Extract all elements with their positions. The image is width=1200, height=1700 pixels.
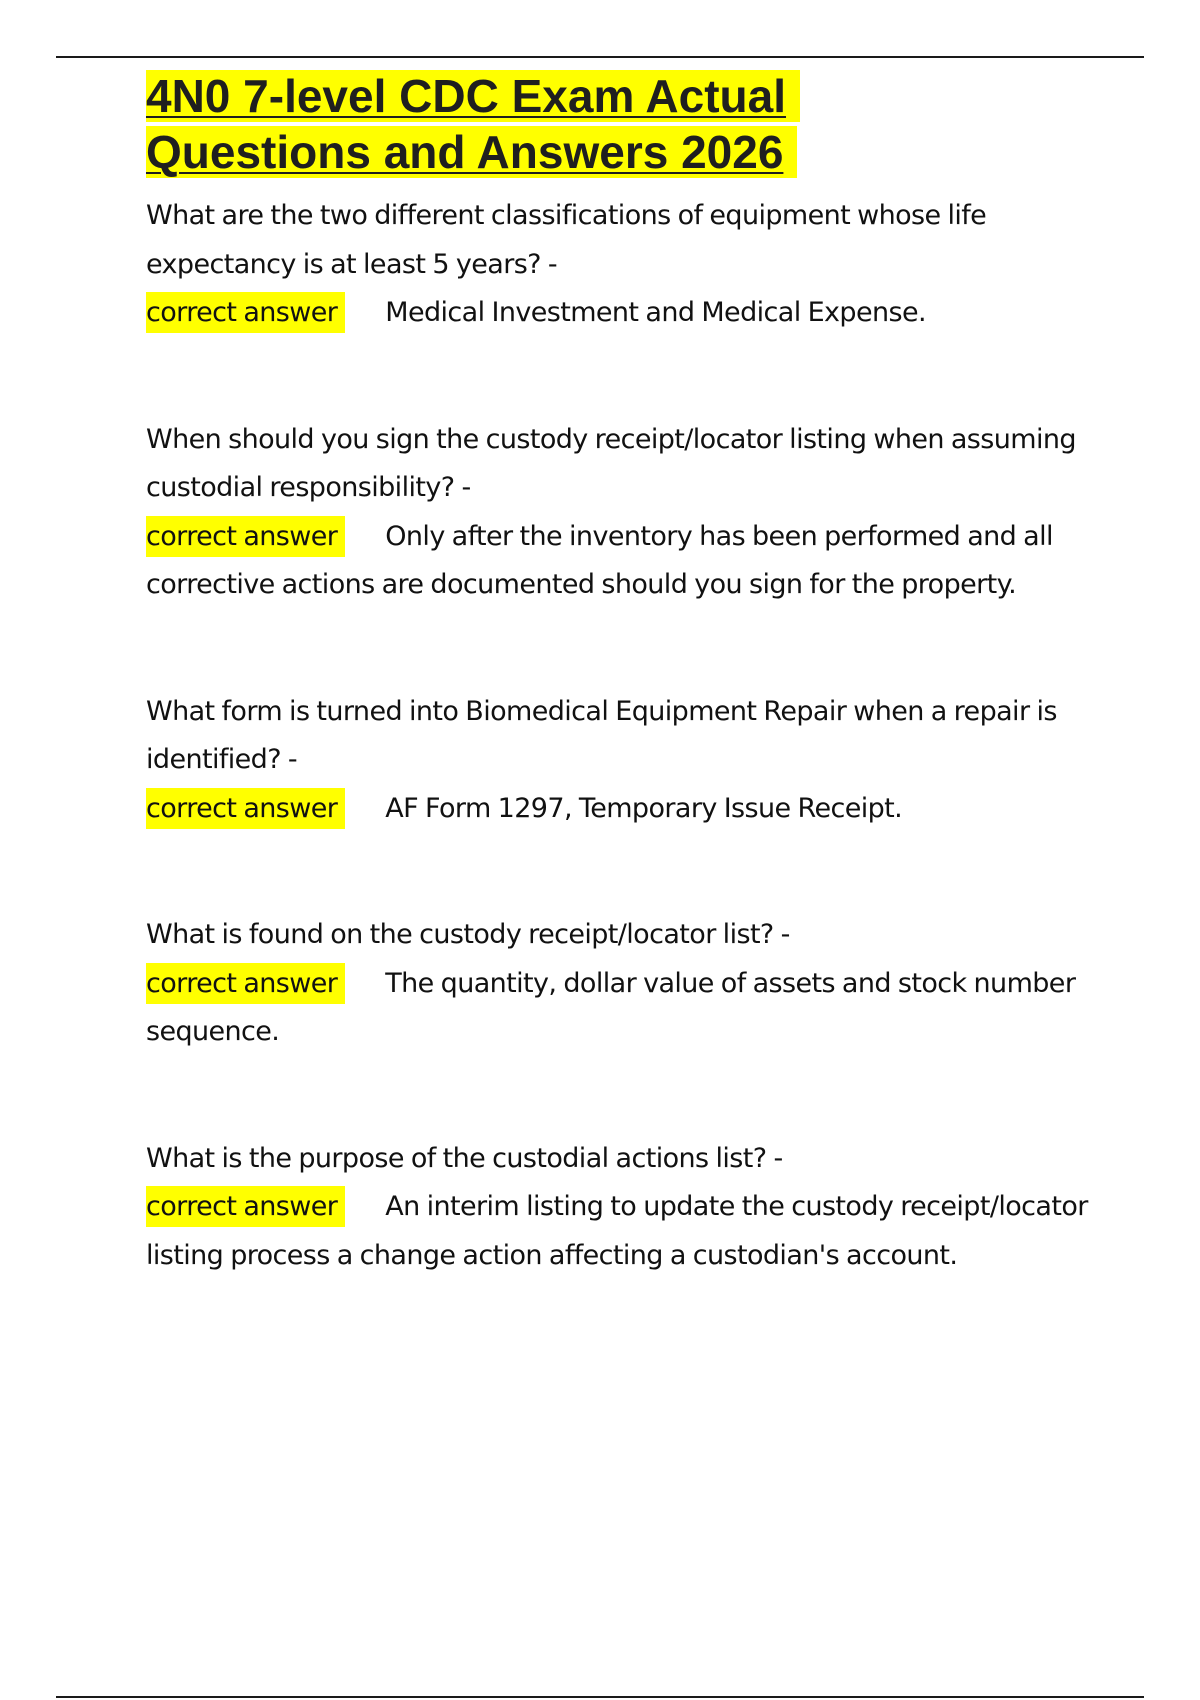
top-rule: [56, 56, 1144, 58]
qa-item-1: [146, 192, 1096, 338]
qa-item-4: [146, 911, 1096, 1057]
answer-label: correct answer: [146, 963, 345, 1004]
answer-text: AF Form 1297, Temporary Issue Receipt.: [385, 792, 903, 824]
answer-label: correct answer: [146, 516, 345, 557]
document-content: [146, 68, 1096, 1280]
answer-text: Medical Investment and Medical Expense.: [385, 297, 926, 328]
title-line-2: Questions and Answers 2026: [146, 126, 797, 178]
title-line-1: 4N0 7-level CDC Exam Actual: [146, 70, 800, 122]
qa-item-3: [146, 688, 1096, 834]
answer-label: correct answer: [146, 788, 345, 829]
answer-text: The quantity, dollar value of assets and stock number sequence.: [146, 967, 1076, 1047]
question-text: What is found on the custody receipt/locator list? -: [146, 919, 790, 950]
qa-item-5: [146, 1135, 1096, 1281]
question-text: What is the purpose of the custodial actions list? -: [146, 1142, 783, 1174]
qa-item-2: [146, 416, 1096, 610]
bottom-rule: [56, 1696, 1144, 1698]
qa-list: [146, 192, 1096, 1280]
answer-text: Only after the inventory has been performed and all corrective actions are documented should you sign for the property.: [146, 520, 1053, 600]
question-text: What form is turned into Biomedical Equipment Repair when a repair is identified? -: [146, 695, 1057, 775]
answer-label: correct answer: [146, 292, 345, 333]
answer-label: correct answer: [146, 1186, 345, 1227]
answer-text: An interim listing to update the custody receipt/locator listing process a change action affecting a custodian's account.: [146, 1191, 1088, 1271]
question-text: When should you sign the custody receipt/locator listing when assuming custodial responsibility? -: [146, 423, 1076, 503]
question-text: What are the two different classifications of equipment whose life expectancy is at least 5 years? -: [146, 200, 987, 280]
document-title: [146, 68, 1096, 180]
